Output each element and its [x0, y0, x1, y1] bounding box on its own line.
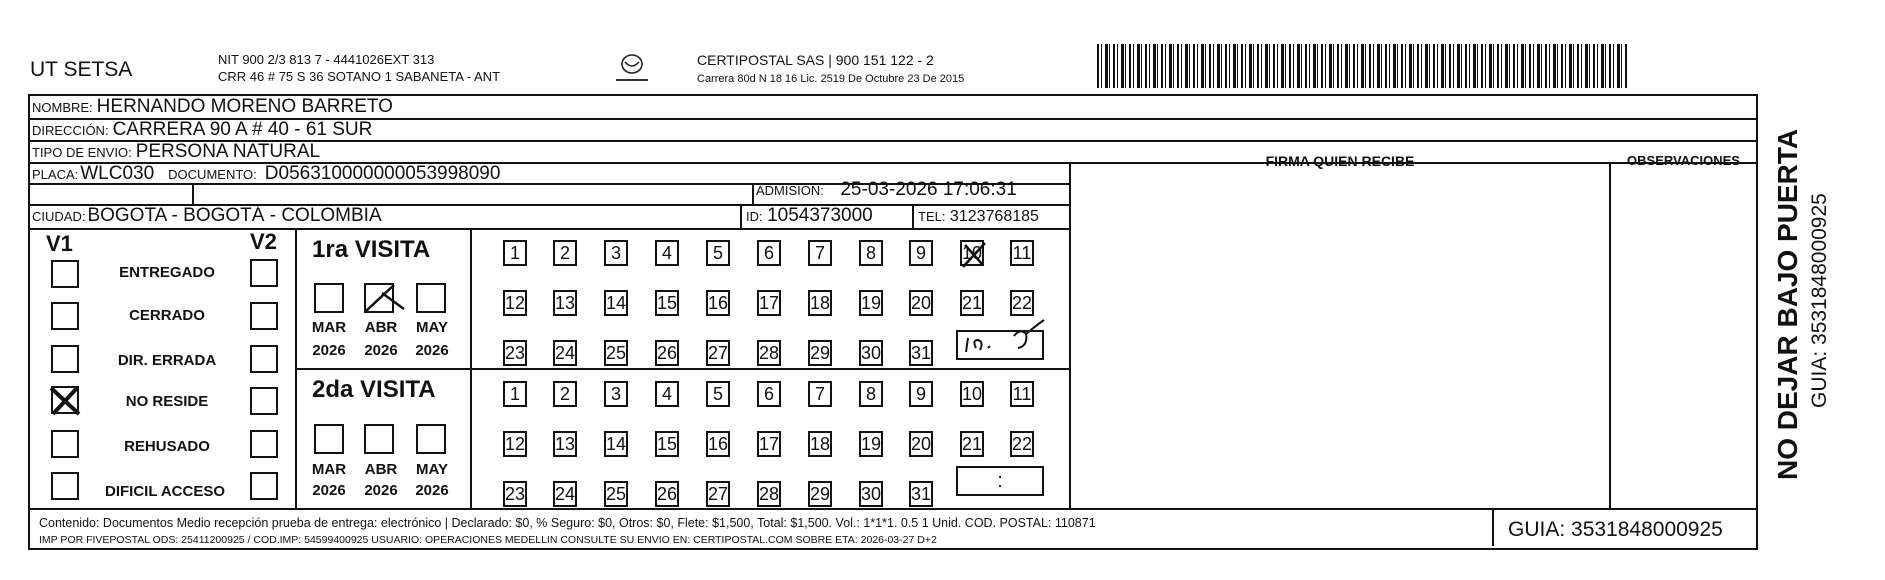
day-number: 5 — [712, 383, 723, 404]
first-visit-day-1[interactable] — [503, 240, 527, 266]
day-number: 29 — [809, 483, 831, 504]
day-number: 14 — [605, 433, 627, 454]
first-visit-day-22[interactable] — [1010, 290, 1034, 316]
second-visit-year-may: 2026 — [415, 482, 449, 499]
second-visit-day-15[interactable] — [655, 431, 679, 457]
second-visit-day-4[interactable] — [655, 381, 679, 407]
admission-date: 25-03-2026 17:06:31 — [840, 179, 1017, 200]
handwritten-time-icon — [954, 318, 1054, 358]
second-visit-day-31[interactable] — [909, 481, 933, 507]
placa-label: PLACA: — [32, 166, 79, 182]
day-number: 12 — [504, 433, 526, 454]
first-visit-day-18[interactable] — [808, 290, 832, 316]
first-visit-day-20[interactable] — [909, 290, 933, 316]
day-number: 25 — [605, 342, 627, 363]
first-visit-day-23[interactable] — [503, 340, 527, 366]
v1-dir-errada-checkbox[interactable] — [51, 345, 79, 373]
v2-no-reside-checkbox[interactable] — [250, 387, 278, 415]
status-cerrado: CERRADO — [129, 307, 205, 324]
day-number: 23 — [504, 342, 526, 363]
day-number: 10 — [961, 383, 983, 404]
plate-row — [28, 163, 500, 185]
second-visit-day-3[interactable] — [604, 381, 628, 407]
nombre-label: NOMBRE: — [32, 99, 93, 115]
first-visit-day-25[interactable] — [604, 340, 628, 366]
first-visit-mar-checkbox[interactable] — [314, 283, 344, 313]
id-label: ID: — [746, 209, 763, 224]
second-visit-day-30[interactable] — [859, 481, 883, 507]
day-number: 27 — [707, 483, 729, 504]
company-nit: NIT 900 2/3 813 7 - 4441026EXT 313 — [218, 52, 435, 67]
footer-guia: GUIA: 3531848000925 — [1508, 518, 1723, 541]
status-rehusado: REHUSADO — [124, 438, 210, 455]
day-number: 7 — [814, 383, 825, 404]
recipient-address: CARRERA 90 A # 40 - 61 SUR — [112, 119, 373, 140]
certipostal-license: Carrera 80d N 18 16 Lic. 2519 De Octubre 23 De 2015 — [697, 73, 965, 85]
day-number: 6 — [763, 383, 774, 404]
second-visit-day-20[interactable] — [909, 431, 933, 457]
day-number: 27 — [707, 342, 729, 363]
day-number: 15 — [656, 292, 678, 313]
second-visit-day-14[interactable] — [604, 431, 628, 457]
recipient-name: HERNANDO MORENO BARRETO — [96, 96, 393, 117]
first-visit-day-19[interactable] — [859, 290, 883, 316]
first-visit-month-mar: MAR — [311, 319, 347, 336]
footer-print-info: IMP POR FIVEPOSTAL ODS: 25411200925 / COD.IMP: 54599400925 USUARIO: OPERACIONES MEDELLIN CONSULTE SU ENVIO EN: CERTIPOSTAL.COM SOBRE ETA: 2026-03-27 D+2 — [39, 534, 937, 546]
day-number: 25 — [605, 483, 627, 504]
tipo-label: TIPO DE ENVIO: — [32, 144, 132, 160]
first-visit-year-mar: 2026 — [312, 342, 346, 359]
second-visit-day-27[interactable] — [706, 481, 730, 507]
day-number: 30 — [860, 342, 882, 363]
status-entregado: ENTREGADO — [119, 264, 215, 281]
first-visit-day-10[interactable] — [960, 240, 984, 266]
company-address: CRR 46 # 75 S 36 SOTANO 1 SABANETA - ANT — [218, 69, 501, 84]
day-number: 4 — [661, 383, 672, 404]
day-number: 28 — [758, 483, 780, 504]
shipment-type: PERSONA NATURAL — [135, 141, 321, 162]
second-visit-year-mar: 2026 — [312, 482, 346, 499]
day-number: 24 — [554, 483, 576, 504]
second-visit-day-7[interactable] — [808, 381, 832, 407]
day-number: 14 — [605, 292, 627, 313]
certipostal-logo — [612, 50, 652, 86]
day-number: 13 — [554, 292, 576, 313]
second-visit-day-16[interactable] — [706, 431, 730, 457]
first-visit-day-21[interactable] — [960, 290, 984, 316]
day-number: 16 — [707, 292, 729, 313]
day-number: 31 — [910, 342, 932, 363]
first-visit-day-27[interactable] — [706, 340, 730, 366]
first-visit-day-31[interactable] — [909, 340, 933, 366]
day-number: 1 — [509, 242, 520, 263]
side-guia: GUIA: 3531848000925 — [1808, 193, 1831, 408]
second-visit-time-box[interactable] — [956, 466, 1044, 496]
day-number: 19 — [860, 433, 882, 454]
first-visit-day-5[interactable] — [706, 240, 730, 266]
second-visit-day-24[interactable] — [553, 481, 577, 507]
first-visit-day-6[interactable] — [757, 240, 781, 266]
tel-number: 3123768185 — [949, 208, 1039, 225]
first-visit-month-may: MAY — [416, 319, 448, 336]
x-mark-icon — [959, 239, 989, 269]
second-visit-day-11[interactable] — [1010, 381, 1034, 407]
v2-rehusado-checkbox[interactable] — [250, 430, 278, 458]
day-number: 17 — [758, 292, 780, 313]
admission-field — [756, 179, 1017, 201]
day-number: 30 — [860, 483, 882, 504]
v1-entregado-checkbox[interactable] — [51, 260, 79, 288]
first-visit-day-26[interactable] — [655, 340, 679, 366]
day-number: 1 — [509, 383, 520, 404]
day-number: 20 — [910, 433, 932, 454]
second-visit-day-18[interactable] — [808, 431, 832, 457]
id-field — [746, 205, 873, 227]
day-number: 2 — [559, 383, 570, 404]
day-number: 7 — [814, 242, 825, 263]
second-visit-day-28[interactable] — [757, 481, 781, 507]
day-number: 12 — [504, 292, 526, 313]
day-number: 2 — [559, 242, 570, 263]
second-visit-day-13[interactable] — [553, 431, 577, 457]
address-row — [28, 119, 372, 141]
first-visit-day-28[interactable] — [757, 340, 781, 366]
shipment-type-row — [28, 141, 320, 163]
v1-no-reside-checkbox[interactable] — [51, 386, 79, 414]
firma-header: FIRMA QUIEN RECIBE — [1265, 153, 1415, 169]
second-visit-day-17[interactable] — [757, 431, 781, 457]
second-visit-day-25[interactable] — [604, 481, 628, 507]
city: BOGOTA - BOGOTÁ - COLOMBIA — [87, 205, 382, 226]
admision-label: ADMISIÓN: — [756, 183, 824, 198]
day-number: 11 — [1012, 383, 1032, 404]
documento-label: DOCUMENTO: — [168, 166, 257, 182]
first-visit-day-29[interactable] — [808, 340, 832, 366]
day-number: 10 — [961, 242, 983, 263]
first-visit-day-2[interactable] — [553, 240, 577, 266]
day-number: 5 — [712, 242, 723, 263]
second-visit-abr-checkbox[interactable] — [364, 424, 394, 454]
second-visit-day-8[interactable] — [859, 381, 883, 407]
second-visit-may-checkbox[interactable] — [416, 424, 446, 454]
day-number: 3 — [610, 383, 621, 404]
day-number: 22 — [1011, 292, 1033, 313]
status-dificil-acceso: DIFICIL ACCESO — [104, 483, 225, 500]
second-visit-mar-checkbox[interactable] — [314, 424, 344, 454]
second-visit-day-23[interactable] — [503, 481, 527, 507]
v1-cerrado-checkbox[interactable] — [51, 302, 79, 330]
first-visit-day-3[interactable] — [604, 240, 628, 266]
first-visit-abr-checkbox[interactable] — [364, 283, 394, 313]
first-visit-day-9[interactable] — [909, 240, 933, 266]
v2-dificil-acceso-checkbox[interactable] — [250, 472, 278, 500]
v1-rehusado-checkbox[interactable] — [51, 430, 79, 458]
status-no-reside: NO RESIDE — [125, 393, 209, 410]
tel-field — [918, 208, 1039, 226]
second-visit-day-12[interactable] — [503, 431, 527, 457]
first-visit-day-8[interactable] — [859, 240, 883, 266]
second-visit-month-abr: ABR — [364, 461, 398, 478]
v1-dificil-acceso-checkbox[interactable] — [51, 472, 79, 500]
tel-label: TEL: — [918, 209, 946, 224]
day-number: 3 — [610, 242, 621, 263]
day-number: 21 — [961, 292, 983, 313]
second-visit-day-29[interactable] — [808, 481, 832, 507]
v2-dir-errada-checkbox[interactable] — [250, 345, 278, 373]
x-mark-icon — [49, 384, 77, 412]
day-number: 9 — [915, 242, 926, 263]
day-number: 19 — [860, 292, 882, 313]
day-number: 16 — [707, 433, 729, 454]
day-number: 6 — [763, 242, 774, 263]
first-visit-day-13[interactable] — [553, 290, 577, 316]
first-visit-day-12[interactable] — [503, 290, 527, 316]
second-visit-month-mar: MAR — [311, 461, 347, 478]
first-visit-year-abr: 2026 — [364, 342, 398, 359]
day-number: 8 — [865, 242, 876, 263]
first-visit-day-4[interactable] — [655, 240, 679, 266]
day-number: 29 — [809, 342, 831, 363]
day-number: 13 — [554, 433, 576, 454]
day-number: 31 — [910, 483, 932, 504]
first-visit-month-abr: ABR — [364, 319, 398, 336]
day-number: 11 — [1012, 242, 1032, 263]
day-number: 18 — [809, 433, 831, 454]
day-number: 17 — [758, 433, 780, 454]
second-visit-year-abr: 2026 — [364, 482, 398, 499]
v2-cerrado-checkbox[interactable] — [250, 302, 278, 330]
second-visit-day-22[interactable] — [1010, 431, 1034, 457]
barcode — [1097, 44, 1627, 88]
second-visit-day-9[interactable] — [909, 381, 933, 407]
first-visit-year-may: 2026 — [415, 342, 449, 359]
plate: WLC030 — [80, 163, 155, 184]
observaciones-header: OBSERVACIONES — [1627, 153, 1740, 168]
first-visit-day-7[interactable] — [808, 240, 832, 266]
day-number: 21 — [961, 433, 983, 454]
second-visit-time: : — [997, 469, 1003, 492]
day-number: 8 — [865, 383, 876, 404]
second-visit-day-2[interactable] — [553, 381, 577, 407]
second-visit-day-19[interactable] — [859, 431, 883, 457]
v1-header: V1 — [46, 231, 73, 256]
first-visit-title: 1ra VISITA — [312, 236, 431, 263]
day-number: 26 — [656, 342, 678, 363]
day-number: 15 — [656, 433, 678, 454]
day-number: 4 — [661, 242, 672, 263]
second-visit-day-6[interactable] — [757, 381, 781, 407]
id-number: 1054373000 — [767, 205, 873, 226]
day-number: 24 — [554, 342, 576, 363]
status-dir-errada: DIR. ERRADA — [117, 352, 217, 369]
first-visit-day-14[interactable] — [604, 290, 628, 316]
company-name: UT SETSA — [30, 58, 133, 81]
day-number: 23 — [504, 483, 526, 504]
ciudad-label: CIUDAD: — [32, 208, 86, 224]
footer-contents: Contenido: Documentos Medio recepción prueba de entrega: electrónico | Declarado: $0, % Seguro: $0, Otros: $0, Flete: $1,500, Total: $1,500. Vol.: 1*1*1. 0.5 1 Unid. COD. POSTAL: 110871 — [39, 516, 1096, 530]
day-number: 20 — [910, 292, 932, 313]
first-visit-may-checkbox[interactable] — [416, 283, 446, 313]
second-visit-title: 2da VISITA — [312, 376, 436, 403]
first-visit-day-16[interactable] — [706, 290, 730, 316]
city-row — [28, 205, 382, 227]
v2-header: V2 — [250, 229, 277, 254]
side-warning: NO DEJAR BAJO PUERTA — [1772, 128, 1803, 480]
day-number: 26 — [656, 483, 678, 504]
certipostal-name: CERTIPOSTAL SAS | 900 151 122 - 2 — [697, 52, 934, 68]
first-visit-day-17[interactable] — [757, 290, 781, 316]
first-visit-day-24[interactable] — [553, 340, 577, 366]
day-number: 18 — [809, 292, 831, 313]
second-visit-day-21[interactable] — [960, 431, 984, 457]
second-visit-month-may: MAY — [416, 461, 448, 478]
first-visit-day-30[interactable] — [859, 340, 883, 366]
check-mark-icon — [364, 283, 394, 313]
second-visit-day-10[interactable] — [960, 381, 984, 407]
direccion-label: DIRECCIÓN: — [32, 122, 109, 138]
day-number: 22 — [1011, 433, 1033, 454]
second-visit-day-26[interactable] — [655, 481, 679, 507]
day-number: 28 — [758, 342, 780, 363]
day-number: 9 — [915, 383, 926, 404]
second-visit-day-1[interactable] — [503, 381, 527, 407]
first-visit-day-11[interactable] — [1010, 240, 1034, 266]
document-number: D056310000000053998090 — [264, 163, 501, 184]
second-visit-day-5[interactable] — [706, 381, 730, 407]
first-visit-day-15[interactable] — [655, 290, 679, 316]
first-visit-time-box[interactable] — [956, 330, 1044, 360]
recipient-name-row — [28, 96, 393, 118]
v2-entregado-checkbox[interactable] — [250, 259, 278, 287]
